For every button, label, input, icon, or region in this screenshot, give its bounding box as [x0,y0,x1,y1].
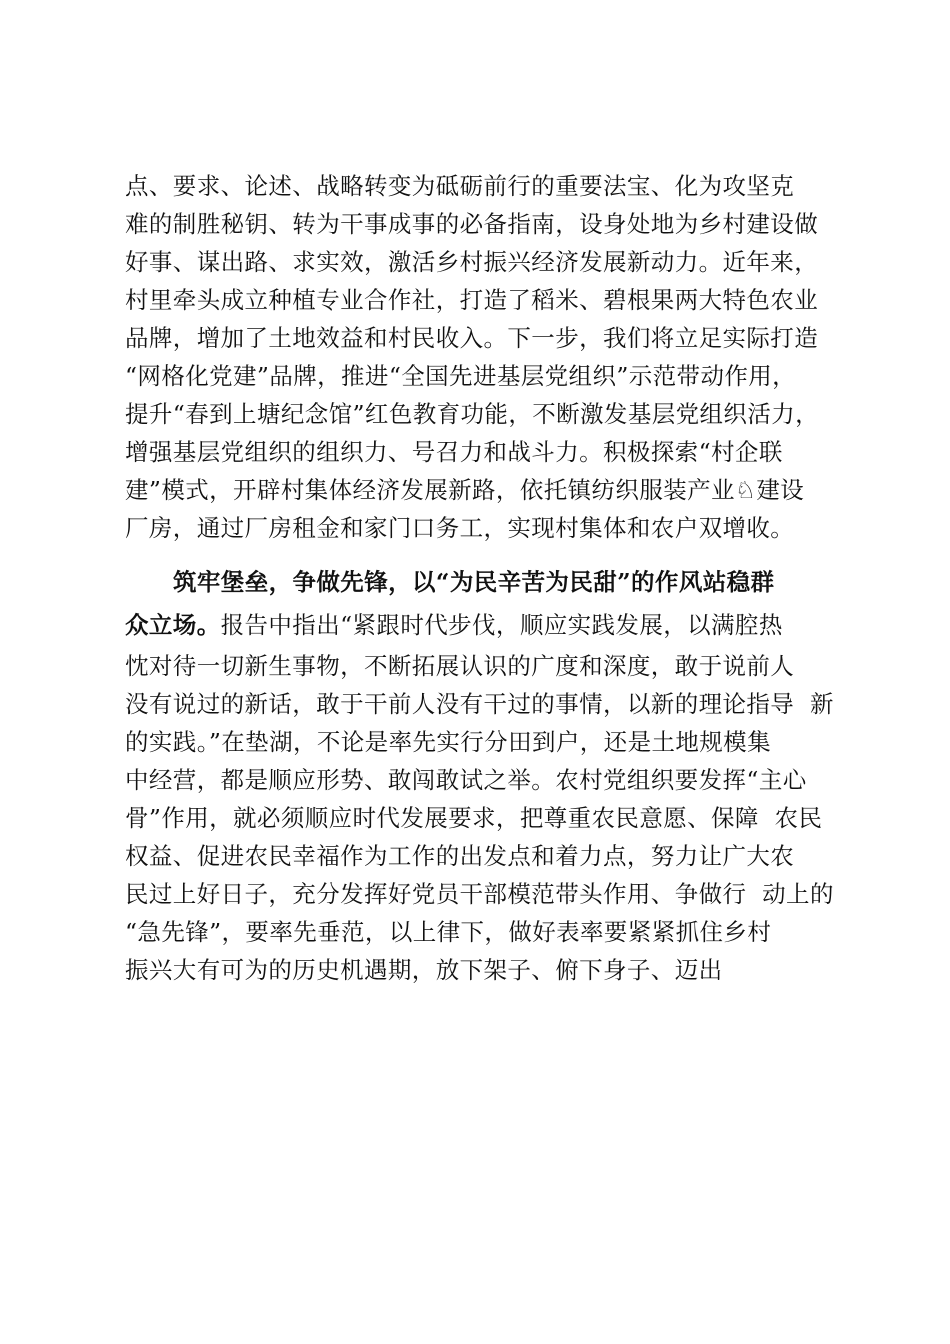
section-heading: 筑牢堡垒，争做先锋，以“为民辛苦为民甜”的作风站稳群 [173,568,775,596]
body-line: 骨”作用，就必须顺应时代发展要求，把尊重农民意愿、保障 农民 [125,804,823,832]
body-line: 权益、促进农民幸福作为工作的出发点和着力点，努力让广大农 [125,842,795,870]
body-line: 品牌，增加了土地效益和村民收入。下一步，我们将立足实际打造 [125,324,819,352]
body-line [125,606,783,644]
body-line: 增强基层党组织的组织力、号召力和战斗力。积极探索“村企联 [125,438,783,466]
body-line: “急先锋”，要率先垂范，以上律下，做好表率要紧紧抓住乡村 [125,918,772,946]
section-heading-tail: 众立场。 [125,611,221,639]
body-line: 提升“春到上塘纪念馆”红色教育功能，不断激发基层党组织活力， [125,400,820,428]
body-line: 忱对待一切新生事物，不断拓展认识的广度和深度，敢于说前人 [125,652,795,680]
body-line: 难的制胜秘钥、转为干事成事的必备指南，设身处地为乡村建设做 [125,210,819,238]
body-line: 建”模式，开辟村集体经济发展新路，依托镇纺织服装产业♘建设 [125,476,805,504]
body-line: 好事、谋出路、求实效，激活乡村振兴经济发展新动力。近年来， [125,248,819,276]
body-line: 厂房，通过厂房租金和家门口务工，实现村集体和农户双增收。 [125,514,795,542]
body-line: 村里牵头成立种植专业合作社，打造了稻米、碧根果两大特色农业 [125,286,819,314]
body-line: 振兴大有可为的历史机遇期，放下架子、俯下身子、迈出 [125,956,723,984]
body-line: 的实践。”在垫湖，不论是率先实行分田到户，还是土地规模集 [125,728,771,756]
body-text: 报告中指出“紧跟时代步伐，顺应实践发展，以满腔热 [220,611,783,639]
body-line: 没有说过的新话，敢于干前人没有干过的事情，以新的理论指导 新 [125,690,834,718]
body-line: 中经营，都是顺应形势、敢闯敢试之举。农村党组织要发挥“主心 [125,766,807,794]
body-line: 民过上好日子，充分发挥好党员干部模范带头作用、争做行 动上的 [125,880,834,908]
body-line: “网格化党建”品牌，推进“全国先进基层党组织”示范带动作用， [125,362,797,390]
body-line: 点、要求、论述、战略转变为砥砺前行的重要法宝、化为攻坚克 [125,172,795,200]
